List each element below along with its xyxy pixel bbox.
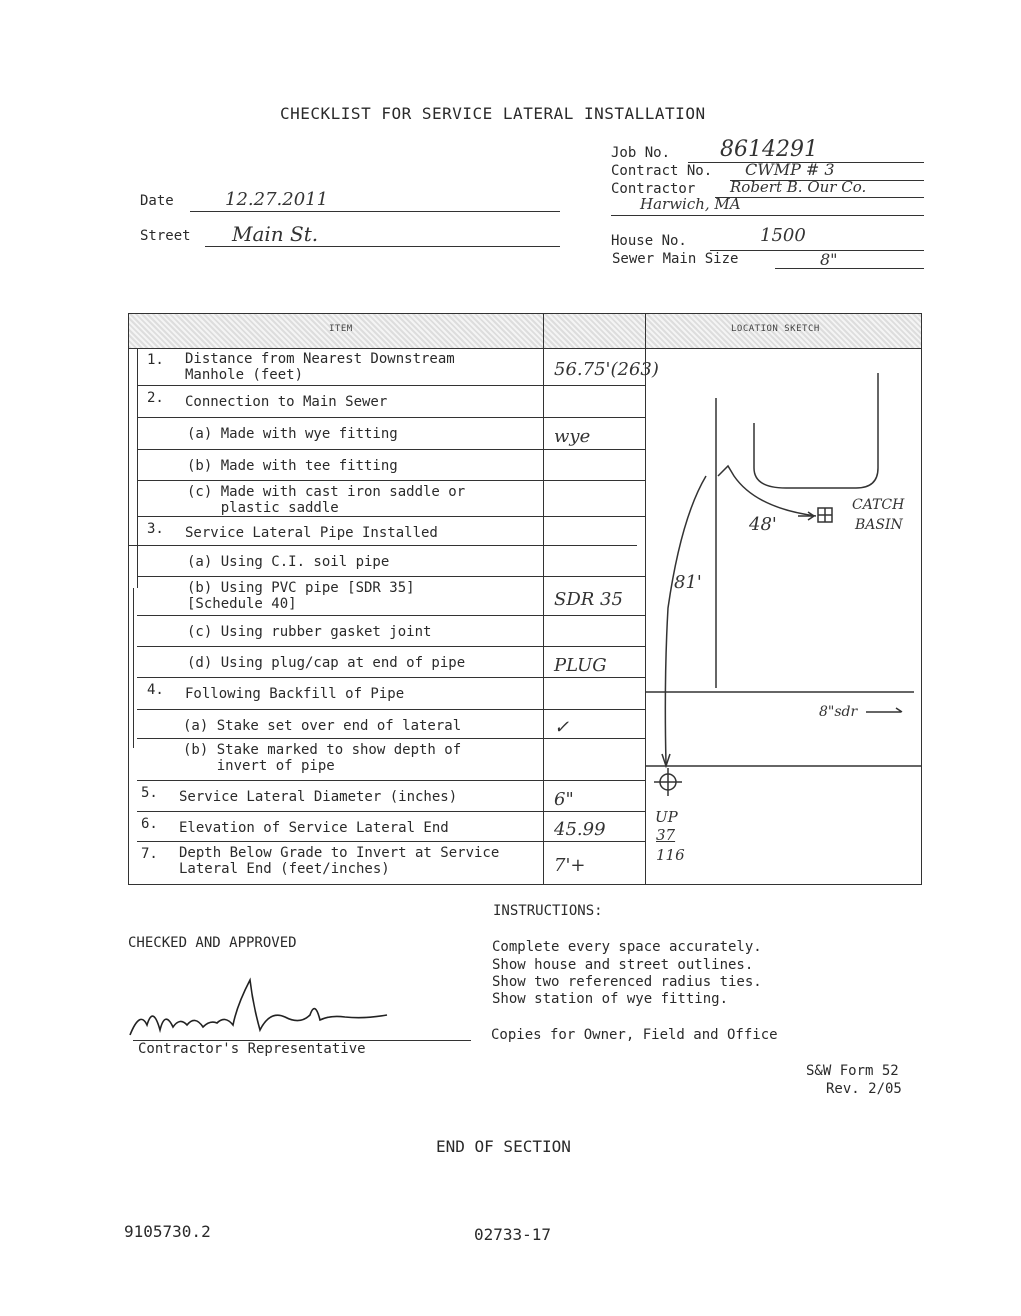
page-title: CHECKLIST FOR SERVICE LATERAL INSTALLATION (280, 104, 706, 123)
table-row (129, 842, 645, 884)
contractor-value-2: Harwich, MA (640, 195, 741, 213)
sketch-label-8sdr: 8"sdr (819, 704, 858, 720)
sketch-label-116: 116 (656, 846, 685, 864)
copies-line: Copies for Owner, Field and Office (491, 1027, 778, 1043)
form-revision: Rev. 2/05 (826, 1081, 902, 1097)
row-label-line2: plastic saddle (187, 500, 339, 516)
table-row (129, 418, 645, 450)
row-label: Service Lateral Pipe Installed (185, 525, 438, 541)
job-no-value: 8614291 (720, 137, 818, 162)
date-value: 12.27.2011 (225, 189, 329, 210)
sewer-main-size-label: Sewer Main Size (612, 251, 739, 267)
footer-doc-id: 9105730.2 (124, 1222, 211, 1241)
table-row (129, 481, 645, 517)
row-label-line2: Lateral End (feet/inches) (179, 861, 390, 877)
sketch-label-up: UP (655, 808, 678, 826)
table-row (129, 450, 645, 481)
instruction-line-4: Show station of wye fitting. (492, 991, 729, 1007)
sewer-main-size-value: 8" (820, 250, 838, 269)
date-label: Date (140, 193, 174, 209)
tie-line (665, 476, 706, 764)
sketch-label-basin: BASIN (855, 517, 903, 533)
row-number: 2. (147, 390, 164, 406)
job-no-label: Job No. (611, 145, 671, 161)
row-label: (b) Using PVC pipe [SDR 35] (187, 580, 415, 596)
contractor-label: Contractor (611, 181, 696, 197)
instructions-heading: INSTRUCTIONS: (493, 903, 603, 919)
row-label: (b) Made with tee fitting (187, 458, 398, 474)
table-row (129, 739, 645, 781)
row-value: 56.75'(263) (554, 359, 659, 380)
row-label: Depth Below Grade to Invert at Service (179, 845, 500, 861)
sketch-label-37: 37 (656, 826, 676, 844)
location-sketch (646, 348, 921, 884)
contractor-value: Robert B. Our Co. (730, 178, 867, 196)
row-number: 3. (147, 521, 164, 537)
row-value: 6" (554, 788, 574, 810)
sketch-label-48: 48' (749, 514, 777, 535)
row-number: 7. (141, 846, 158, 862)
checklist-table (128, 313, 922, 885)
row-value: PLUG (554, 654, 607, 676)
table-row (129, 616, 645, 647)
instruction-line-1: Complete every space accurately. (492, 939, 762, 955)
row-value: ✓ (554, 716, 570, 738)
row-value: 45.99 (554, 819, 606, 840)
table-row (129, 647, 645, 678)
sketch-header-cell (646, 314, 921, 349)
row-label: Service Lateral Diameter (inches) (179, 789, 458, 805)
end-of-section: END OF SECTION (436, 1137, 571, 1156)
row-value: 7'+ (554, 855, 586, 876)
checked-approved-label: CHECKED AND APPROVED (128, 935, 297, 951)
row-label: Elevation of Service Lateral End (179, 820, 449, 836)
row-number: 6. (141, 816, 158, 832)
contract-no-label: Contract No. (611, 163, 713, 179)
table-row (129, 517, 645, 546)
row-label: (a) Stake set over end of lateral (183, 718, 462, 734)
row-value: SDR 35 (554, 588, 623, 610)
row-label-line2: invert of pipe (183, 758, 335, 774)
table-row (129, 348, 659, 386)
table-row (129, 678, 645, 710)
row-label: (a) Using C.I. soil pipe (187, 554, 390, 570)
house-no-label: House No. (611, 233, 687, 249)
street-label: Street (140, 228, 191, 244)
row-label-line2: Manhole (feet) (185, 367, 304, 383)
row-number: 5. (141, 785, 158, 801)
item-header-cell (129, 314, 543, 349)
footer-page-id: 02733-17 (474, 1225, 552, 1244)
sketch-label-catch: CATCH (852, 497, 905, 513)
lateral-line (718, 466, 816, 516)
table-row (129, 386, 645, 418)
instruction-line-3: Show two referenced radius ties. (492, 974, 762, 990)
row-label: (c) Made with cast iron saddle or (187, 484, 466, 500)
table-row (129, 812, 645, 842)
value-header-cell (544, 314, 645, 349)
row-number: 4. (147, 682, 164, 698)
row-label: (c) Using rubber gasket joint (187, 624, 432, 640)
row-label: Connection to Main Sewer (185, 394, 388, 410)
signature (125, 975, 395, 1045)
sketch-label-81: 81' (674, 572, 702, 593)
contractor-rep-label: Contractor's Representative (138, 1041, 366, 1057)
instruction-line-2: Show house and street outlines. (492, 957, 754, 973)
table-row (129, 710, 645, 739)
table-row (129, 577, 645, 616)
row-label: (a) Made with wye fitting (187, 426, 398, 442)
row-label: (b) Stake marked to show depth of (183, 742, 462, 758)
row-value: wye (554, 426, 591, 447)
sketch-header: LOCATION SKETCH (731, 324, 820, 334)
row-label: Following Backfill of Pipe (185, 686, 405, 702)
contract-no-value: CWMP # 3 (745, 160, 835, 179)
form-number: S&W Form 52 (806, 1063, 899, 1079)
table-row (129, 546, 645, 577)
street-value: Main St. (232, 222, 319, 246)
house-outline (754, 373, 878, 488)
house-no-value: 1500 (760, 225, 806, 246)
row-label: (d) Using plug/cap at end of pipe (187, 655, 466, 671)
row-label: Distance from Nearest Downstream (185, 351, 455, 367)
table-row (129, 781, 645, 812)
row-number: 1. (147, 352, 164, 368)
row-label-line2: [Schedule 40] (187, 596, 297, 612)
item-header: ITEM (329, 324, 353, 334)
